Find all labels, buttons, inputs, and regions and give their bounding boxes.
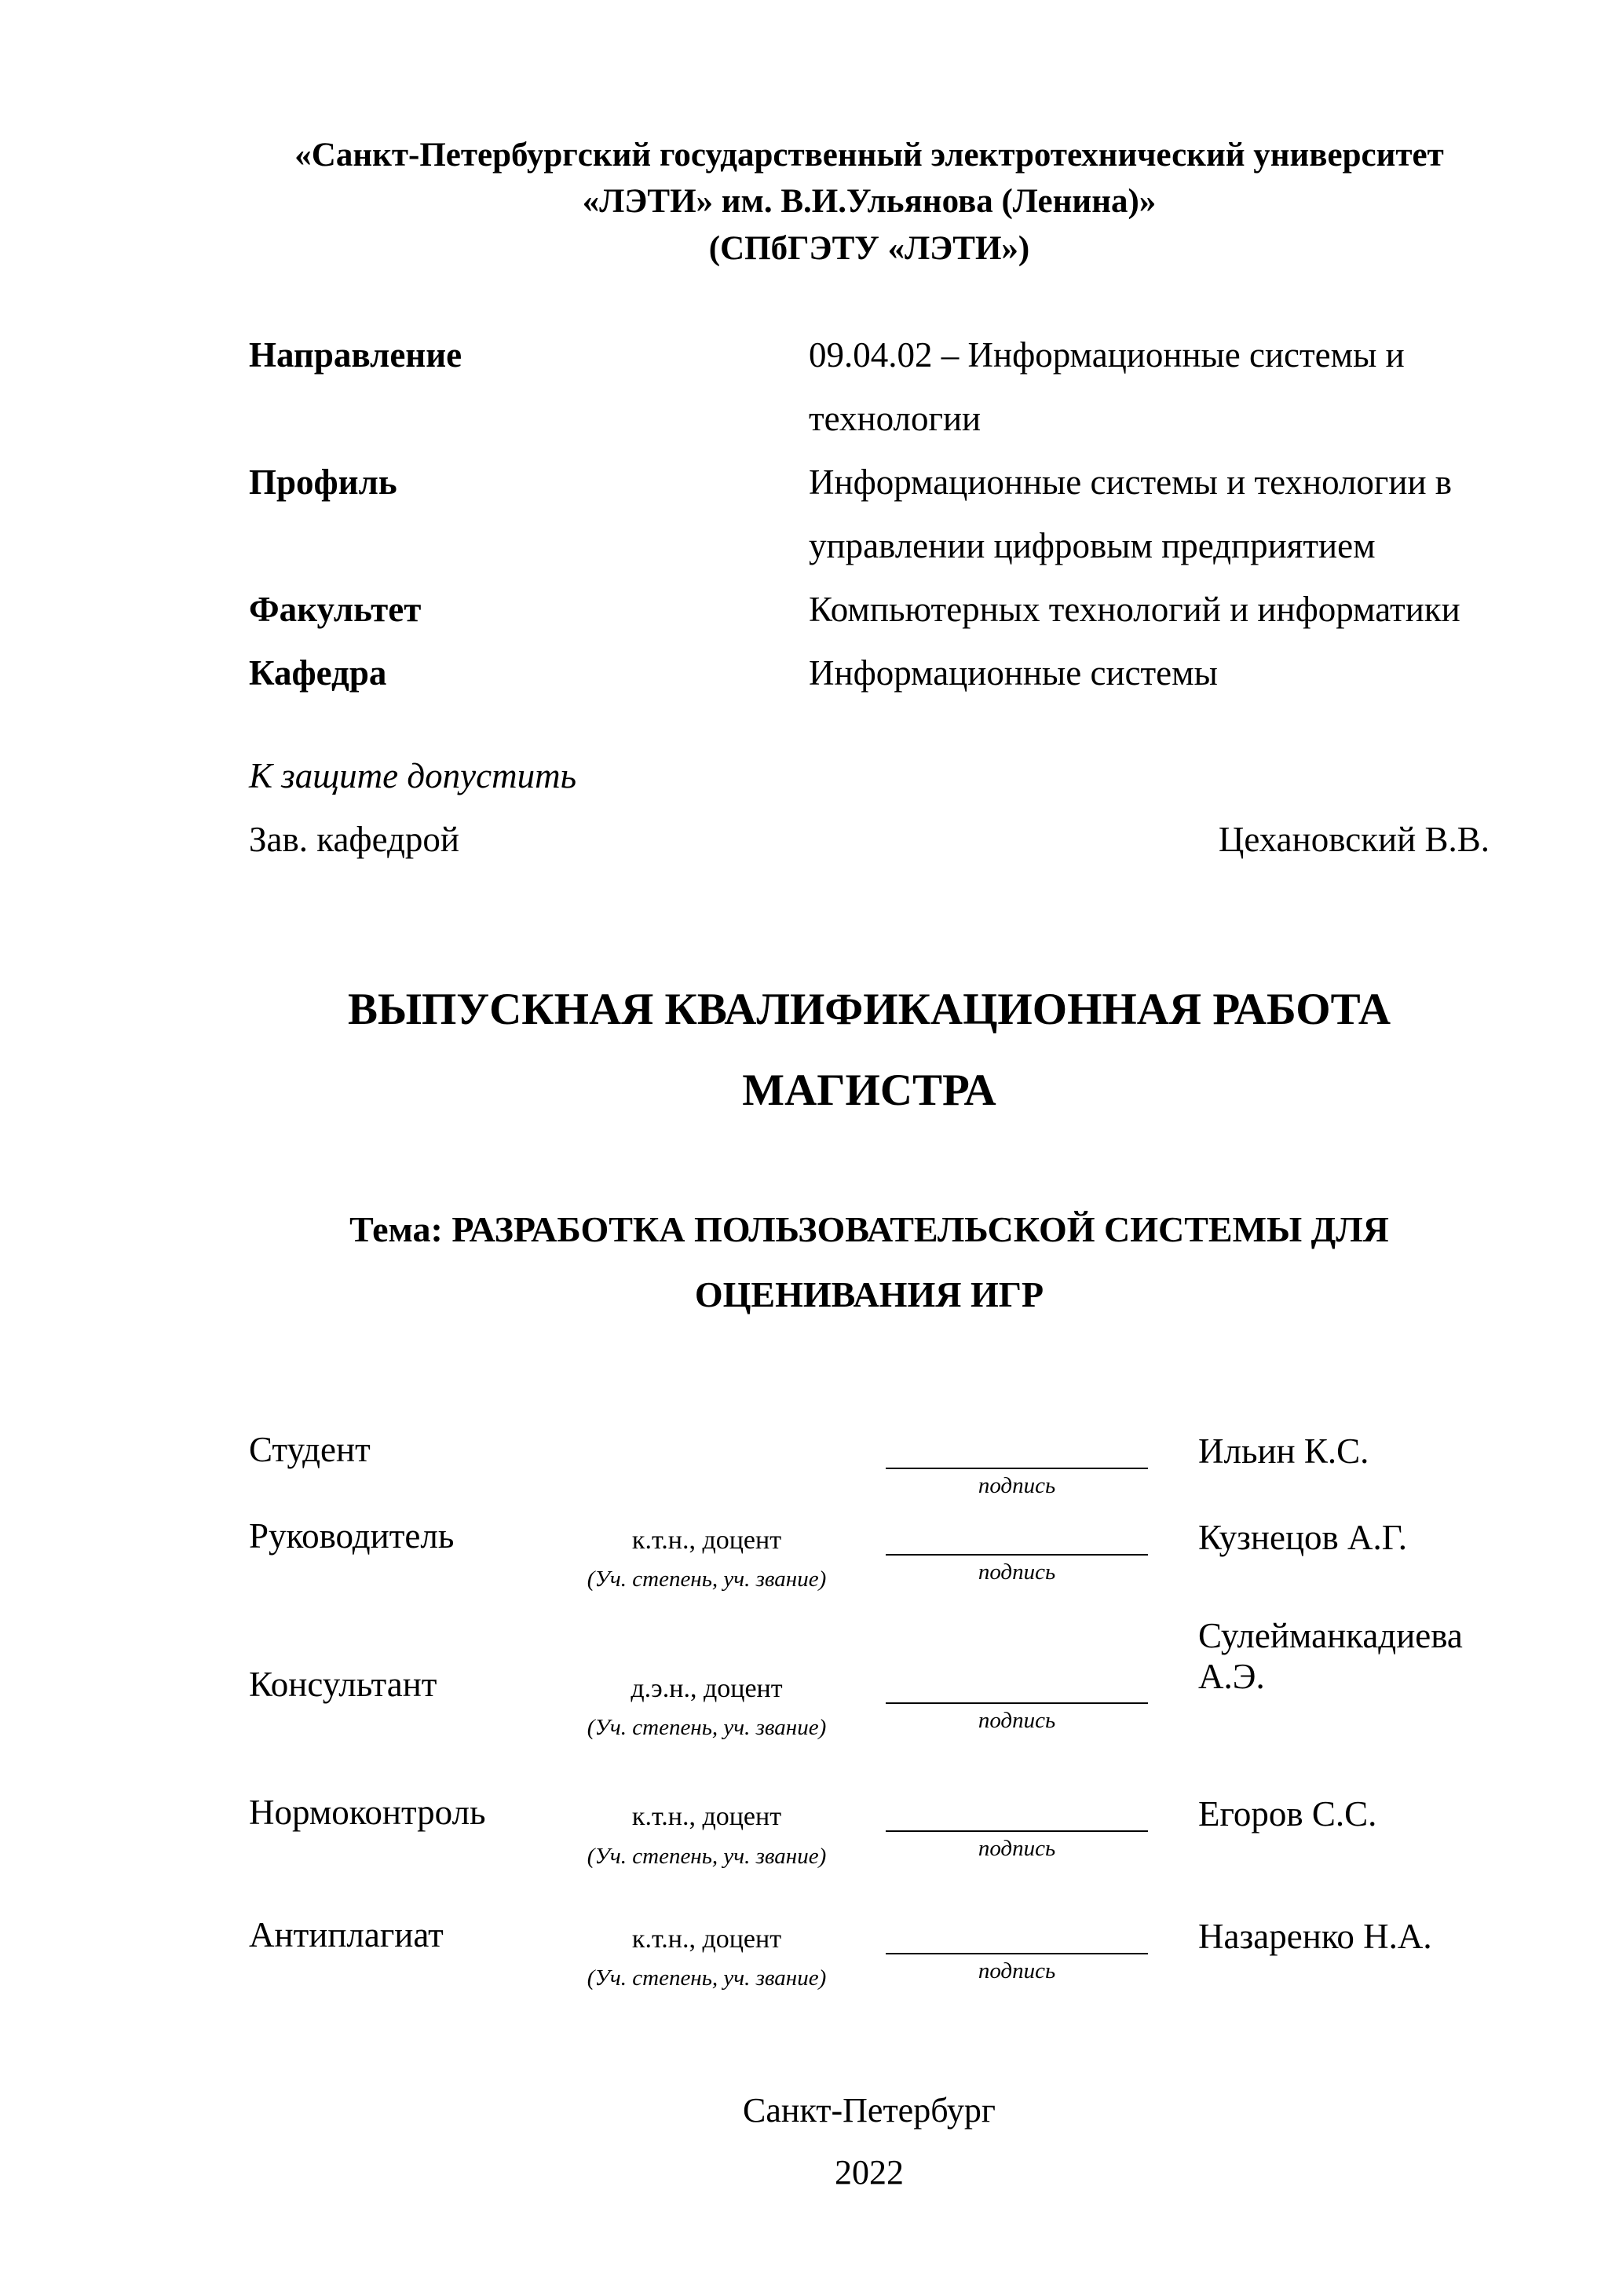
field-row-faculty — [249, 578, 1490, 642]
signature-role: Нормоконтроль — [249, 1793, 486, 1833]
signature-role: Руководитель — [249, 1515, 455, 1556]
document-footer — [249, 2079, 1490, 2203]
degree-caption: (Уч. степень, уч. звание) — [587, 1715, 827, 1741]
signature-line — [886, 1793, 1148, 1832]
signature-row-supervisor — [249, 1516, 1490, 1592]
field-value: Компьютерных технологий и информатики — [809, 589, 1460, 629]
signature-line — [886, 1516, 1148, 1556]
field-row-direction — [249, 324, 1490, 451]
thesis-type-line2: МАГИСТРА — [742, 1065, 996, 1115]
signature-row-normcontrol — [249, 1793, 1490, 1869]
footer-city: Санкт-Петербург — [743, 2091, 996, 2130]
thesis-type-title — [249, 970, 1490, 1131]
admission-note: К защите допустить — [249, 755, 577, 795]
university-name-line1: «Санкт-Петербургский государственный электротехнический университет — [294, 137, 1444, 174]
signature-degree — [550, 1793, 864, 1869]
signature-field — [864, 1516, 1170, 1585]
field-value: 09.04.02 – Информационные системы и технологии — [809, 335, 1405, 438]
signature-line — [886, 1430, 1148, 1469]
signature-degree — [550, 1915, 864, 1991]
thesis-topic-line1: Тема: РАЗРАБОТКА ПОЛЬЗОВАТЕЛЬСКОЙ СИСТЕМЫ ДЛЯ — [349, 1209, 1389, 1250]
field-row-department — [249, 642, 1490, 705]
field-label: Факультет — [249, 589, 422, 629]
signature-caption: подпись — [978, 1958, 1056, 1983]
signature-field — [864, 1915, 1170, 1984]
signature-field — [864, 1430, 1170, 1499]
signature-name: Кузнецов А.Г. — [1198, 1517, 1407, 1557]
signature-caption: подпись — [978, 1472, 1056, 1498]
degree-text: к.т.н., доцент — [631, 1924, 782, 1954]
thesis-type-line1: ВЫПУСКНАЯ КВАЛИФИКАЦИОННАЯ РАБОТА — [347, 984, 1391, 1034]
degree-text: д.э.н., доцент — [631, 1673, 783, 1703]
field-label: Кафедра — [249, 653, 387, 693]
signature-line — [886, 1915, 1148, 1954]
signature-role: Студент — [249, 1429, 371, 1469]
signature-role: Консультант — [249, 1664, 437, 1704]
field-label: Профиль — [249, 462, 397, 502]
field-value: Информационные системы — [809, 653, 1218, 693]
thesis-topic — [249, 1197, 1490, 1328]
signature-degree — [550, 1516, 864, 1592]
signature-field — [864, 1793, 1170, 1862]
thesis-topic-line2: ОЦЕНИВАНИЯ ИГР — [694, 1274, 1044, 1314]
department-head-label: Зав. кафедрой — [249, 819, 459, 859]
field-value: Информационные системы и технологии в управлении цифровым предприятием — [809, 462, 1453, 565]
signature-degree — [550, 1665, 864, 1741]
degree-text: к.т.н., доцент — [631, 1802, 782, 1832]
university-abbreviation: (СПбГЭТУ «ЛЭТИ») — [708, 229, 1030, 267]
signature-field — [864, 1665, 1170, 1734]
signature-caption: подпись — [978, 1836, 1056, 1862]
field-label: Направление — [249, 335, 462, 375]
signature-line — [886, 1665, 1148, 1704]
university-name-line2: «ЛЭТИ» им. В.И.Ульянова (Ленина)» — [582, 183, 1157, 221]
signature-caption: подпись — [978, 1559, 1056, 1585]
signature-name: Назаренко Н.А. — [1198, 1916, 1432, 1956]
approval-block — [249, 744, 1490, 872]
signature-degree — [550, 1430, 864, 1452]
signature-caption: подпись — [978, 1707, 1056, 1733]
department-head-row — [249, 808, 1490, 872]
signature-name: Ильин К.С. — [1198, 1431, 1369, 1471]
degree-text: к.т.н., доцент — [631, 1525, 782, 1555]
field-row-profile — [249, 451, 1490, 578]
signature-name: Егоров С.С. — [1198, 1794, 1377, 1834]
degree-caption: (Уч. степень, уч. звание) — [587, 1567, 827, 1592]
signature-block — [249, 1430, 1490, 1991]
degree-caption: (Уч. степень, уч. звание) — [587, 1965, 827, 1991]
signature-row-student — [249, 1430, 1490, 1499]
degree-caption: (Уч. степень, уч. звание) — [587, 1843, 827, 1869]
department-head-name: Цехановский В.В. — [1218, 819, 1490, 859]
university-header — [249, 132, 1490, 272]
signature-role: Антиплагиат — [249, 1914, 444, 1954]
signature-name: Сулейманкадиева А.Э. — [1198, 1615, 1463, 1696]
program-fields — [249, 324, 1490, 705]
signature-row-antiplagiarism — [249, 1915, 1490, 1991]
signature-row-consultant — [249, 1615, 1490, 1748]
footer-year: 2022 — [835, 2153, 904, 2192]
